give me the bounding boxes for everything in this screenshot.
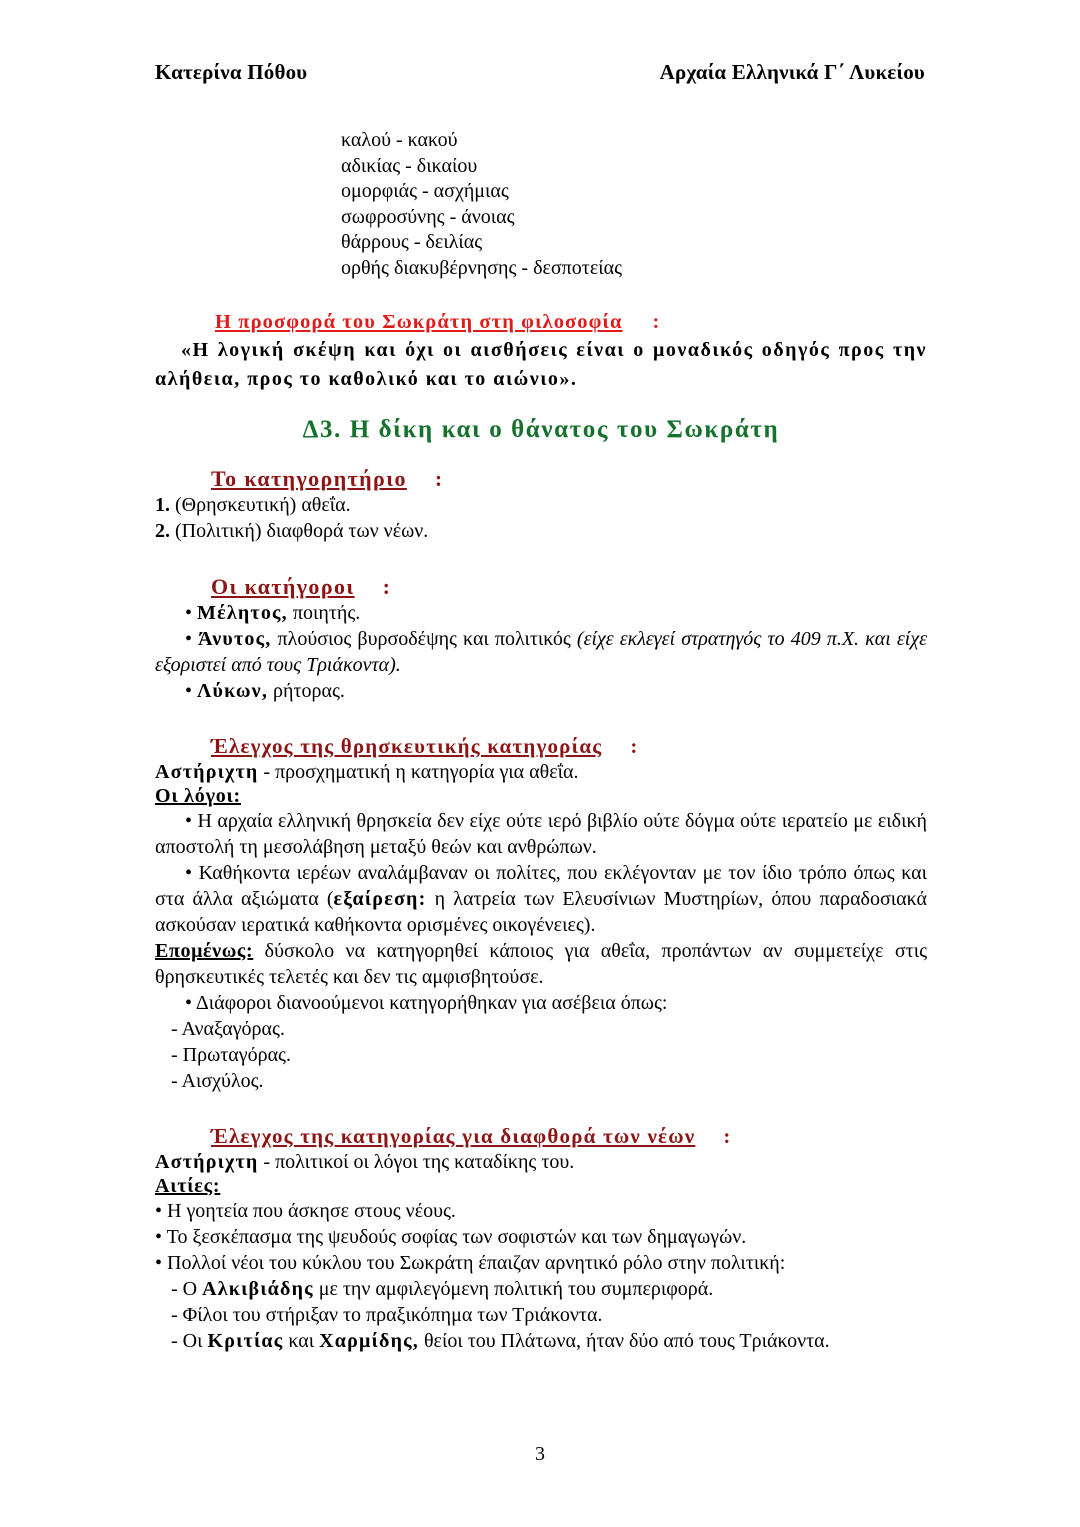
religious-check-heading-colon: : [630, 734, 639, 758]
bullet-icon: • [185, 628, 193, 650]
accusers-heading-row [155, 574, 927, 600]
example-item: - Πρωταγόρας. [171, 1044, 291, 1066]
spacer [155, 544, 927, 574]
offer-heading: Η προσφορά του Σωκράτη στη φιλοσοφία [215, 311, 623, 333]
accuser-item-3 [155, 678, 927, 704]
document-body [155, 128, 927, 1354]
sub-text-b: θείοι του Πλάτωνα, ήταν δύο από τους Τριάκοντα. [418, 1330, 830, 1352]
spacer [155, 281, 927, 311]
section-title: Δ3. Η δίκη και ο θάνατος του Σωκράτη [302, 416, 780, 443]
examples-intro: • Διάφοροι διανοούμενοι κατηγορήθηκαν για ασέβεια όπως: [185, 992, 668, 1014]
reasons-heading-row [155, 785, 927, 808]
offer-heading-colon: : [652, 311, 661, 333]
indictment-item-1 [155, 492, 927, 518]
header-author: Κατερίνα Πόθου [155, 60, 308, 84]
verdict-label: Αστήριχτη [155, 1151, 259, 1173]
religious-reason-2 [155, 860, 927, 938]
spacer [155, 704, 927, 734]
indictment-heading-row [155, 466, 927, 492]
religious-verdict [155, 759, 927, 785]
list-item: σωφροσύνης - άνοιας [341, 205, 515, 228]
sub-text-b: με την αμφιλεγόμενη πολιτική του συμπεριφορά. [313, 1278, 714, 1300]
offer-heading-row [155, 311, 927, 334]
header-subject: Αρχαία Ελληνικά Γ΄ Λυκείου [659, 60, 925, 84]
youth-sub-2: - Φίλοι του στήριξαν το πραξικόπημα των Τριάκοντα. [171, 1304, 603, 1326]
accusers-heading: Οι κατήγοροι [211, 574, 355, 599]
spacer [155, 394, 927, 416]
accuser-name: Λύκων, [197, 680, 269, 702]
accuser-name: Μέλητος, [197, 602, 288, 624]
example-item: - Αισχύλος. [171, 1070, 264, 1092]
accuser-detail-italic: (είχε εκλεγεί στρατηγός το 409 π.Χ. και είχε εξοριστεί από τους Τριάκοντα). [155, 628, 928, 676]
causes-heading-row [155, 1175, 927, 1198]
indictment-heading-colon: : [434, 466, 444, 491]
reason-text-b: η λατρεία των Ελευσίνιων Μυστηρίων, όπου παραδοσιακά ασκούσαν ιερατικά καθήκοντα ορισμένες οικογένειες). [155, 888, 927, 936]
list-item: καλού - κακού [341, 129, 458, 151]
youth-check-heading-row [155, 1124, 927, 1149]
indictment-item-2 [155, 518, 927, 544]
bullet-icon: • [185, 602, 193, 624]
religious-reason-1: • Η αρχαία ελληνική θρησκεία δεν είχε ούτε ιερό βιβλίο ούτε δόγμα ούτε ιερατείο με ειδική αποστολή τη μεσολάβηση μεταξύ θεών και ανθρώπων. [155, 810, 927, 858]
verdict-label: Αστήριχτη [155, 761, 259, 783]
accuser-detail: πλούσιος βυρσοδέψης και πολιτικός [271, 628, 577, 650]
exception-label: εξαίρεση: [333, 888, 427, 910]
reasons-heading: Οι λόγοι: [155, 785, 241, 807]
accuser-detail: ποιητής. [287, 602, 361, 624]
page-number: 3 [535, 1443, 545, 1465]
youth-cause-2: • Το ξεσκέπασμα της ψευδούς σοφίας των σοφιστών και των δημαγωγών. [155, 1226, 747, 1248]
item-number: 2. [155, 520, 170, 542]
verdict-text: - πολιτικοί οι λόγοι της καταδίκης του. [258, 1151, 575, 1173]
religious-conclusion [155, 938, 927, 990]
item-text: (Πολιτική) διαφθορά των νέων. [175, 520, 429, 542]
spacer [155, 1094, 927, 1124]
religious-check-heading: Έλεγχος της θρησκευτικής κατηγορίας [211, 734, 603, 758]
youth-check-heading: Έλεγχος της κατηγορίας για διαφθορά των νέων [211, 1124, 696, 1148]
youth-cause-1: • Η γοητεία που άσκησε στους νέους. [155, 1200, 456, 1222]
sub-text-a: - Ο [171, 1278, 203, 1300]
indictment-heading: Το κατηγορητήριο [211, 466, 407, 491]
document-header [155, 60, 925, 85]
sub-text-a: - Οι [171, 1330, 208, 1352]
youth-verdict [155, 1149, 927, 1175]
item-text: (Θρησκευτική) αθεΐα. [175, 494, 351, 516]
accusers-heading-colon: : [382, 574, 392, 599]
person-kritias: Κριτίας [207, 1330, 284, 1352]
youth-sub-1 [155, 1276, 927, 1302]
sub-text-mid: και [283, 1330, 320, 1352]
accuser-detail: ρήτορας. [268, 680, 345, 702]
reason-text-a: • Καθήκοντα ιερέων αναλάμβαναν οι πολίτες, που εκλέγονταν με τον ίδιο τρόπο όπως και στα άλλα αξιώματα ( [155, 862, 927, 910]
accuser-item-1 [155, 600, 927, 626]
verdict-text: - προσχηματική η κατηγορία για αθεΐα. [258, 761, 579, 783]
bullet-icon: • [185, 680, 193, 702]
youth-cause-3: • Πολλοί νέοι του κύκλου του Σωκράτη έπαιζαν αρνητικό ρόλο στην πολιτική: [155, 1252, 786, 1274]
opposite-pairs-list [341, 128, 927, 281]
list-item: θάρρους - δειλίας [341, 231, 483, 253]
spacer [155, 444, 927, 466]
causes-heading: Αιτίες: [155, 1175, 221, 1197]
example-item: - Αναξαγόρας. [171, 1018, 285, 1040]
youth-sub-3 [155, 1328, 927, 1354]
accuser-name: Άνυτος, [198, 628, 272, 650]
youth-check-heading-colon: : [723, 1124, 732, 1148]
item-number: 1. [155, 494, 170, 516]
socrates-quote: «Η λογική σκέψη και όχι οι αισθήσεις είναι ο μοναδικός οδηγός προς την αλήθεια, προς το καθολικό και το αιώνιο». [155, 339, 927, 390]
accuser-item-2 [155, 626, 927, 678]
person-charmidis: Χαρμίδης, [319, 1330, 419, 1352]
list-item: ορθής διακυβέρνησης - δεσποτείας [341, 256, 622, 279]
list-item: αδικίας - δικαίου [341, 154, 478, 177]
religious-check-heading-row [155, 734, 927, 759]
list-item: ομορφιάς - ασχήμιας [341, 180, 509, 202]
person-alkiviadis: Αλκιβιάδης [202, 1278, 314, 1300]
conclusion-text: δύσκολο να κατηγορηθεί κάποιος για αθεΐα, προπάντων αν συμμετείχε στις θρησκευτικές τελετές και δεν τις αμφισβητούσε. [155, 940, 927, 988]
conclusion-label: Επομένως: [155, 940, 254, 962]
